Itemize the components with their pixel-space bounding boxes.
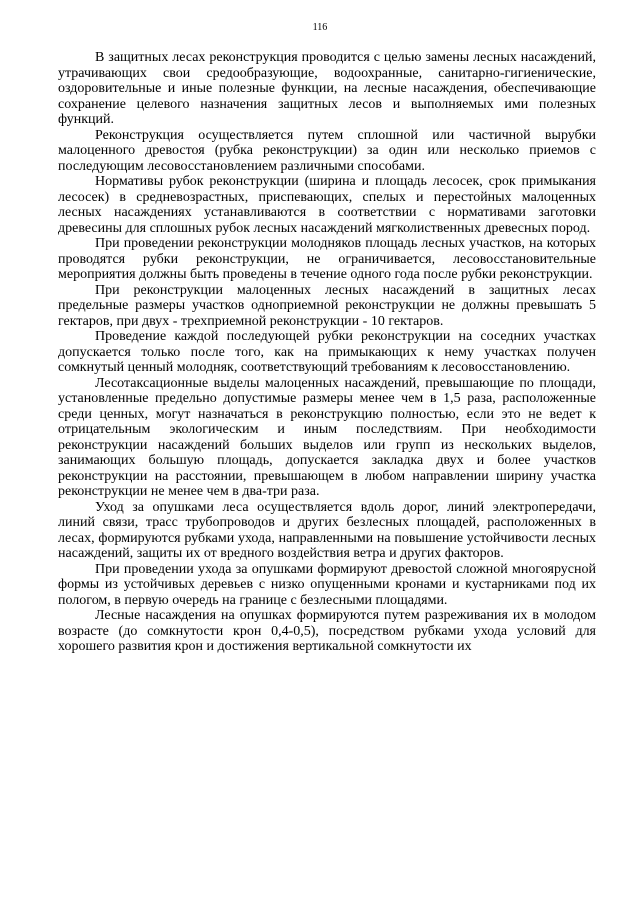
paragraph-4: При проведении реконструкции молодняков площадь лесных участков, на которых проводятся рубки реконструкции, не ограничивается, лесовосстановительные мероприятия должны быть проведены в течение одного года после рубки реконструкции. [58,236,596,282]
paragraph-10: Лесные насаждения на опушках формируются путем разреживания их в молодом возрасте (до сомкнутости крон 0,4-0,5), посредством рубками ухода условий для хорошего развития крон и достижения вертикальной сомкнутости их [58,608,596,654]
body-text [58,50,596,655]
paragraph-8: Уход за опушками леса осуществляется вдоль дорог, линий электропередачи, линий связи, трасс трубопроводов и других безлесных площадей, расположенных в лесах, формируются рубками ухода, направленными на повышение устойчивости лесных насаждений, защиты их от вредного воздействия ветра и других факторов. [58,499,596,561]
paragraph-6: Проведение каждой последующей рубки реконструкции на соседних участках допускается только после того, как на примыкающих к нему участках получен сомкнутый ценный молодняк, соответствующий требованиям к лесовосстановлению. [58,329,596,375]
paragraph-3: Нормативы рубок реконструкции (ширина и площадь лесосек, срок примыкания лесосек) в средневозрастных, приспевающих, спелых и перестойных малоценных лесных насаждениях устанавливаются в соответствии с нормативами заготовки древесины для сплошных рубок лесных насаждений мягколиственных древесных пород. [58,174,596,236]
paragraph-7: Лесотаксационные выделы малоценных насаждений, превышающие по площади, установленные предельно допустимые размеры менее чем в 1,5 раза, расположенные среди ценных, могут назначаться в реконструкцию полностью, если это не ведет к отрицательным экологическим и иным последствиям. При необходимости реконструкции насаждений больших выделов или групп из нескольких выделов, занимающих большую площадь, допускается закладка двух и более участков реконструкции на расстоянии, превышающем в любом направлении ширину участка реконструкции не менее чем в два-три раза. [58,375,596,499]
paragraph-9: При проведении ухода за опушками формируют древостой сложной многоярусной формы из устойчивых деревьев с низко опущенными кронами и кустарниками под их пологом, в первую очередь на границе с безлесными площадями. [58,561,596,608]
page-number: 116 [312,22,328,33]
paragraph-2: Реконструкция осуществляется путем сплошной или частичной вырубки малоценного древостоя (рубка реконструкции) за один или несколько приемов с последующим лесовосстановлением различными способами. [58,127,596,174]
paragraph-1: В защитных лесах реконструкция проводится с целью замены лесных насаждений, утрачивающих свои средообразующие, водоохранные, санитарно-гигиенические, оздоровительные и иные полезные функции, на лесные насаждения, обеспечивающие сохранение целевого назначения защитных лесов и выполняемых ими полезных функций. [58,50,596,127]
paragraph-5: При реконструкции малоценных лесных насаждений в защитных лесах предельные размеры участков одноприемной реконструкции не должны превышать 5 гектаров, при двух - трехприемной реконструкции - 10 гектаров. [58,282,596,329]
